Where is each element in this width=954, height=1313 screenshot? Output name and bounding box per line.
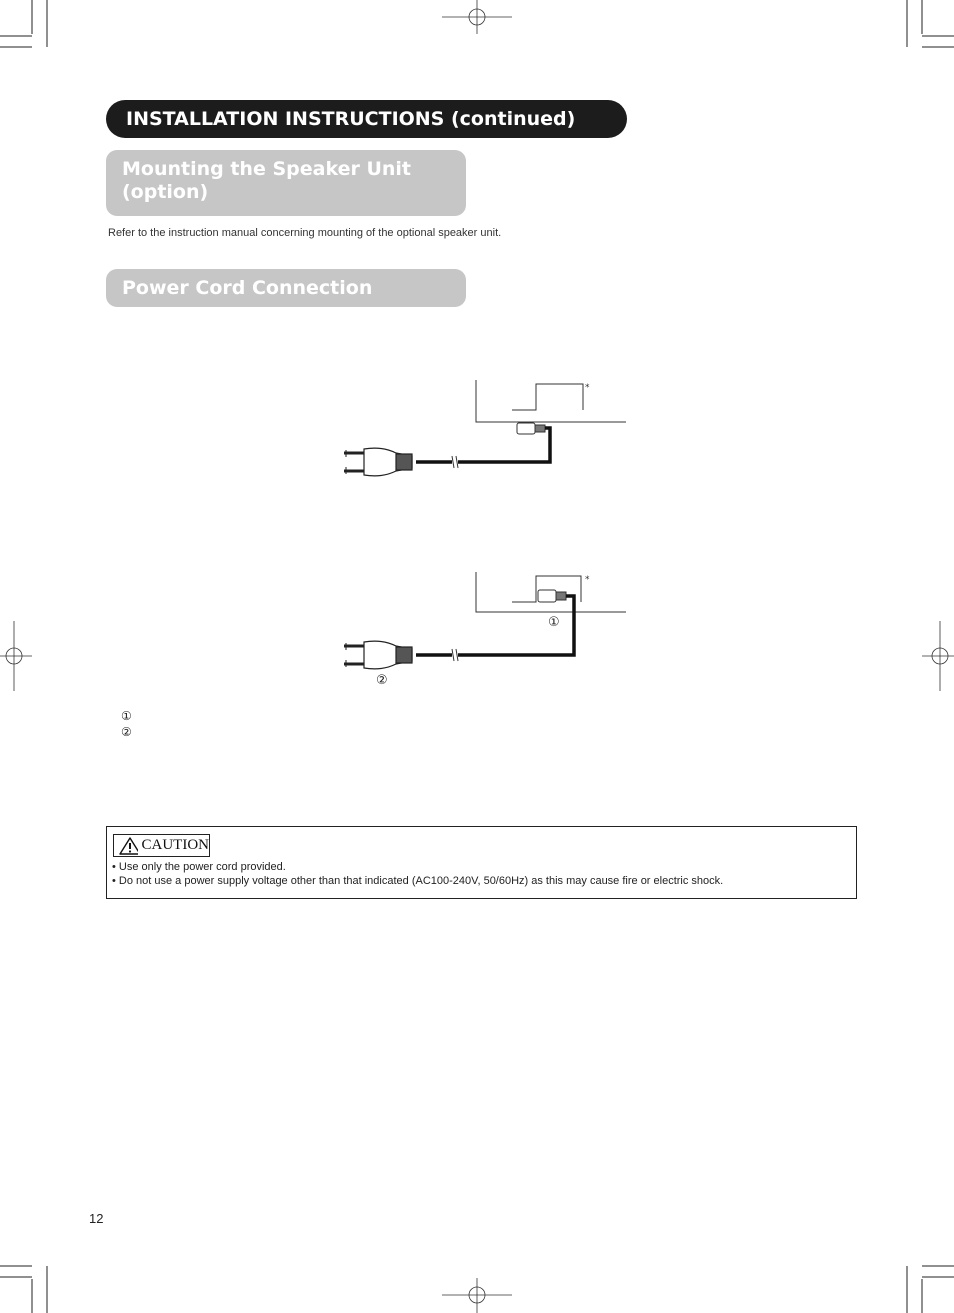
power-section-heading <box>106 269 466 307</box>
power-cord-diagram-1 <box>340 378 630 488</box>
page-number: 12 <box>89 1211 104 1226</box>
callout-2: ② <box>376 673 388 688</box>
legend-item-1: ① <box>121 709 132 723</box>
page-title-banner <box>106 100 627 138</box>
caution-label <box>113 834 210 857</box>
legend-item-2: ② <box>121 725 132 739</box>
caution-box <box>106 826 857 899</box>
caution-item-2: • Do not use a power supply voltage other than that indicated (AC100-240V, 50/60Hz) as this may cause fire or electric shock. <box>112 875 724 887</box>
caution-item-1: • Use only the power cord provided. <box>112 861 286 873</box>
speaker-section-heading <box>106 150 466 216</box>
power-plug-icon <box>344 641 412 669</box>
speaker-section-text: Refer to the instruction manual concerning mounting of the optional speaker unit. <box>108 227 502 239</box>
ac-inlet-connector <box>517 423 545 434</box>
asterisk-mark-2: * <box>585 575 590 585</box>
power-plug-icon <box>344 448 412 476</box>
display-rear-panel <box>476 380 626 422</box>
warning-icon <box>119 837 138 855</box>
callout-1: ① <box>548 615 560 630</box>
asterisk-mark-1: * <box>585 383 590 393</box>
page-title: INSTALLATION INSTRUCTIONS (continued) <box>126 108 576 130</box>
speaker-section-title-line2: (option) <box>122 181 209 203</box>
speaker-section-title-line1: Mounting the Speaker Unit <box>122 158 411 180</box>
cord-break <box>452 456 458 468</box>
caution-label-text: CAUTION <box>141 837 209 853</box>
power-section-title: Power Cord Connection <box>122 277 373 299</box>
ac-inlet-connector <box>538 590 566 602</box>
cord-break <box>452 649 458 661</box>
